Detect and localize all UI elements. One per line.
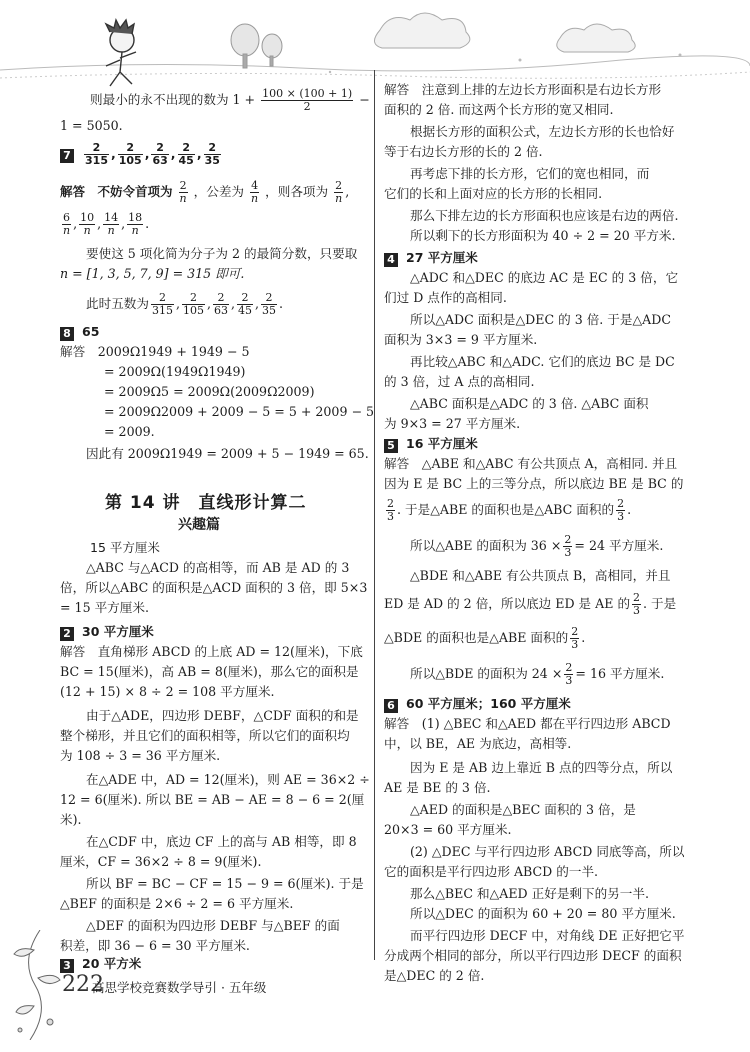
text-line: 那么下排左边的长方形面积也应该是右边的两倍. <box>410 208 679 223</box>
text-line: 所以△BDE 的面积为 24 × $\frac{2}{3}$ = 16 平方厘米. <box>410 661 665 687</box>
text-line: 此时五数为 $\frac{2}{315}$ , $\frac{2}{105}$ , $\frac{2}{63}$ , $\frac{2}{45}$ , $\frac{2}{35}$ . <box>86 291 284 317</box>
column-divider <box>374 70 375 960</box>
text-line: 因为 E 是 BC 上的三等分点，所以底边 BE 是 BC 的 <box>384 476 684 491</box>
problem-number-badge: 7 <box>60 149 74 163</box>
problem-4-answer: 4 27 平方厘米 <box>384 250 478 267</box>
book-title: 高思学校竞赛数学导引 · 五年级 <box>92 980 267 995</box>
text-line: 12 = 6(厘米). 所以 BE = AB − AE = 8 − 6 = 2(厘 <box>60 792 365 807</box>
text-line: 再比较△ABC 和△ADC. 它们的底边 BC 是 DC <box>410 354 675 369</box>
text-line: 所以△DEC 的面积为 60 + 20 = 80 平方厘米. <box>410 906 676 921</box>
text-line: 整个梯形，并且它们的面积相等，所以它们的面积均 <box>60 728 350 743</box>
text-line: 再考虑下排的长方形，它们的宽也相同，而 <box>410 166 650 181</box>
text-line: △BDE 的面积也是△ABE 面积的 $\frac{2}{3}$ . <box>384 625 586 651</box>
problem-number-badge: 8 <box>60 327 74 341</box>
problem-number-badge: 3 <box>60 959 74 973</box>
text-line: 的 3 倍，过 A 点的高相同. <box>384 374 535 389</box>
fraction: $\frac{2}{35}$ <box>204 141 220 167</box>
text-line: △BDE 和△ABE 有公共顶点 B，高相同，并且 <box>410 568 671 583</box>
text-line: △BEF 的面积是 2×6 ÷ 2 = 6 平方厘米. <box>60 896 294 911</box>
text-line: 为 9×3 = 27 平方厘米. <box>384 416 521 431</box>
text-line: 厘米，CF = 36×2 ÷ 8 = 9(厘米). <box>60 854 262 869</box>
text-line: ED 是 AD 的 2 倍，所以底边 ED 是 AE 的 $\frac{2}{3}$ . 于是 <box>384 591 677 617</box>
problem-number-badge: 2 <box>60 627 74 641</box>
fraction: $\frac{14}{n}$ <box>104 211 119 237</box>
fraction: $\frac{18}{n}$ <box>128 211 143 237</box>
problem-1-answer: 15 平方厘米 <box>90 540 160 555</box>
fraction: $\frac{6}{n}$ <box>63 211 71 237</box>
text-line: 那么△BEC 和△AED 正好是剩下的另一半. <box>410 886 649 901</box>
text-line: 中，以 BE，AE 为底边，高相等. <box>384 736 572 751</box>
text-line: 米). <box>60 812 82 827</box>
fraction: $\frac{2}{315}$ <box>85 141 108 167</box>
text-line: △ABC 与△ACD 的高相等，而 AB 是 AD 的 3 <box>86 560 350 575</box>
text-line: 它的面积是平行四边形 ABCD 的一半. <box>384 864 599 879</box>
fraction: $\frac{2}{35}$ <box>262 291 277 317</box>
text-line: 所以△ADC 面积是△DEC 的 3 倍. 于是△ADC <box>410 312 672 327</box>
text-line: BC = 15(厘米)，高 AB = 8(厘米)，那么它的面积是 <box>60 664 359 679</box>
text-line: (2) △DEC 与平行四边形 ABCD 同底等高，所以 <box>410 844 685 859</box>
fraction: $\frac{2}{315}$ <box>151 291 173 317</box>
problem-5-answer: 5 16 平方厘米 <box>384 436 478 453</box>
text-line: 由于△ADE，四边形 DEBF，△CDF 面积的和是 <box>86 708 359 723</box>
text-line: 20×3 = 60 平方厘米. <box>384 822 512 837</box>
text-line: (12 + 15) × 8 ÷ 2 = 108 平方厘米. <box>60 684 275 699</box>
problem-number-badge: 4 <box>384 253 398 267</box>
text-line: $\frac{2}{3}$ . 于是△ABE 的面积也是△ABC 面积的 $\frac{2}{3}$ . <box>387 497 632 523</box>
text-line: 是△DEC 的 2 倍. <box>384 968 485 983</box>
fraction: $\frac{2}{63}$ <box>214 291 228 317</box>
text-line: = 2009Ω5 = 2009Ω(2009Ω2009) <box>104 384 315 399</box>
header-illustration <box>0 0 750 95</box>
text-line: △ADC 和△DEC 的底边 AC 是 EC 的 3 倍，它 <box>410 270 679 285</box>
text-line: 1 = 5050. <box>60 118 123 133</box>
text-line: 在△CDF 中，底边 CF 上的高与 AB 相等，即 8 <box>86 834 357 849</box>
problem-number-badge: 6 <box>384 699 398 713</box>
text-line: 要使这 5 项化简为分子为 2 的最简分数，只要取 <box>86 246 358 261</box>
problem-2-answer: 2 30 平方厘米 <box>60 624 154 641</box>
text-line: 解答 2009Ω1949 + 1949 − 5 <box>60 344 250 359</box>
fraction: $\frac{2}{63}$ <box>152 141 168 167</box>
text-line: AE 是 BE 的 3 倍. <box>384 780 491 795</box>
problem-7-answer: 7 $\frac{2}{315}$ , $\frac{2}{105}$ , $\frac{2}{63}$ , $\frac{2}{45}$ , $\frac{2}{35}$ <box>60 142 223 167</box>
text-line: = 2009. <box>104 424 155 439</box>
fraction: $\frac{10}{n}$ <box>80 211 95 237</box>
text-line: 等于右边长方形的长的 2 倍. <box>384 144 543 159</box>
boy-figure-icon <box>106 20 136 86</box>
text-line: = 2009Ω2009 + 2009 − 5 = 5 + 2009 − 5 <box>104 404 375 419</box>
text-line: = 15 平方厘米. <box>60 600 149 615</box>
text-line: 因为 E 是 AB 边上靠近 B 点的四等分点，所以 <box>410 760 673 775</box>
problem-8-answer: 8 65 <box>60 324 99 341</box>
page-number: 222 <box>62 972 104 997</box>
text-line: △DEF 的面积为四边形 DEBF 与△BEF 的面 <box>86 918 340 933</box>
text-line: 解答 不妨令首项为 $\frac{2}{n}$ ，公差为 $\frac{4}{n}$ ，则各项为 $\frac{2}{n}$ , <box>60 179 350 205</box>
text-line: 所以 BF = BC − CF = 15 − 9 = 6(厘米). 于是 <box>86 876 364 891</box>
text-line: 面积的 2 倍. 而这两个长方形的宽又相同. <box>384 102 614 117</box>
text-line: 因此有 2009Ω1949 = 2009 + 5 − 1949 = 65. <box>86 446 369 461</box>
text-line: 们过 D 点作的高相同. <box>384 290 507 305</box>
text-line: 分成两个相同的部分，所以平行四边形 DECF 的面积 <box>384 948 682 963</box>
text-line: 则最小的永不出现的数为 1 + $\frac{100 \times (100 + 1)}{2}$ − <box>90 87 370 113</box>
text-line: 所以剩下的长方形面积为 40 ÷ 2 = 20 平方米. <box>410 228 676 243</box>
problem-3-answer: 3 20 平方米 <box>60 956 141 973</box>
section-title: 兴趣篇 <box>178 517 220 533</box>
text-line: = 2009Ω(1949Ω1949) <box>104 364 246 379</box>
text-line: △ABC 面积是△ADC 的 3 倍. △ABC 面积 <box>410 396 649 411</box>
fraction: $\frac{2}{45}$ <box>178 141 194 167</box>
lecture-title: 第 14 讲 直线形计算二 <box>105 493 307 513</box>
text-line: $\frac{6}{n}$ , $\frac{10}{n}$ , $\frac{14}{n}$ , $\frac{18}{n}$ . <box>63 211 150 237</box>
text-line: 解答 △ABE 和△ABC 有公共顶点 A，高相同. 并且 <box>384 456 678 471</box>
text-line: 根据长方形的面积公式，左边长方形的长也恰好 <box>410 124 675 139</box>
text-line: n = [1, 3, 5, 7, 9] = 315 即可. <box>60 266 245 281</box>
text-line: 它们的长和上面对应的长方形的长相同. <box>384 186 603 201</box>
text-line: 所以△ABE 的面积为 36 × $\frac{2}{3}$ = 24 平方厘米. <box>410 533 664 559</box>
fraction: $\frac{2}{105}$ <box>182 291 204 317</box>
text-line: 解答 注意到上排的左边长方形面积是右边长方形 <box>384 82 662 97</box>
text-line: 面积为 3×3 = 9 平方厘米. <box>384 332 538 347</box>
text-line: △AED 的面积是△BEC 面积的 3 倍，是 <box>410 802 636 817</box>
text-line: 积差，即 36 − 6 = 30 平方厘米. <box>60 938 250 953</box>
text-line: 解答 直角梯形 ABCD 的上底 AD = 12(厘米)，下底 <box>60 644 363 659</box>
text-line: 在△ADE 中，AD = 12(厘米)，则 AE = 36×2 ÷ <box>86 772 370 787</box>
problem-number-badge: 5 <box>384 439 398 453</box>
fraction: $\frac{2}{45}$ <box>238 291 253 317</box>
text-line: 而平行四边形 DECF 中，对角线 DE 正好把它平 <box>410 928 685 943</box>
fraction: $\frac{2}{105}$ <box>118 141 142 167</box>
text-line: 为 108 ÷ 3 = 36 平方厘米. <box>60 748 221 763</box>
text-line: 倍，所以△ABC 的面积是△ACD 面积的 3 倍，即 5×3 <box>60 580 368 595</box>
text-line: 解答 (1) △BEC 和△AED 都在平行四边形 ABCD <box>384 716 671 731</box>
problem-6-answer: 6 60 平方厘米；160 平方厘米 <box>384 696 571 713</box>
